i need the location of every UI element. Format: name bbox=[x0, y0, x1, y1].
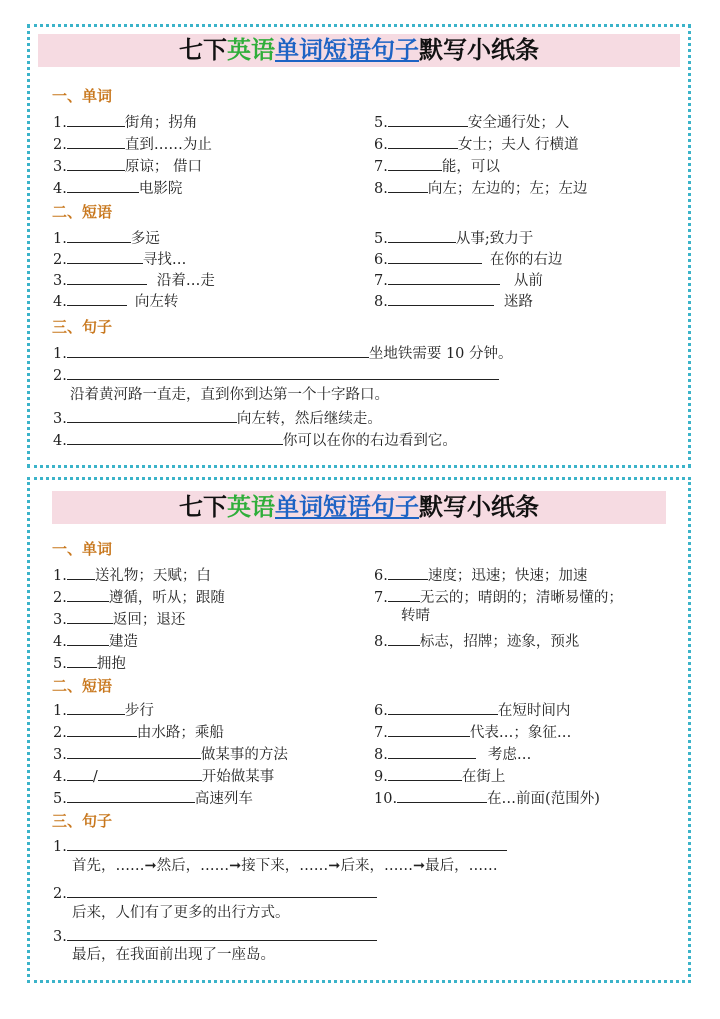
phrase-item-6: 6. 在短时间内 bbox=[374, 699, 570, 721]
word-item-7-continued: 转晴 bbox=[401, 608, 430, 624]
phrase-item-5: 5. 从事;致力于 bbox=[374, 227, 533, 249]
sentence-item-1: 1. bbox=[53, 835, 507, 857]
phrase-item-3: 3. 做某事的方法 bbox=[53, 743, 288, 765]
phrase-item-4: 4. 向左转 bbox=[53, 290, 178, 312]
word-item-4: 4. 电影院 bbox=[53, 177, 182, 199]
phrase-item-1: 1. 步行 bbox=[53, 699, 154, 721]
sentence-item-2: 2. bbox=[53, 364, 499, 386]
title-part-note: 默写小纸条 bbox=[419, 493, 539, 521]
word-item-6: 6. 女士；夫人 行横道 bbox=[374, 133, 578, 155]
section-heading-words: 一、单词 bbox=[52, 540, 113, 558]
word-item-3: 3. 返回；退还 bbox=[53, 608, 185, 630]
title-part-grade: 七下 bbox=[179, 36, 227, 64]
title-part-grade: 七下 bbox=[179, 493, 227, 521]
word-item-2: 2. 直到……为止 bbox=[53, 133, 212, 155]
phrase-item-7: 7. 代表…；象征… bbox=[374, 721, 571, 743]
word-item-8: 8. 向左；左边的；左；左边 bbox=[374, 177, 587, 199]
phrase-item-3: 3. 沿着…走 bbox=[53, 269, 215, 291]
word-item-8: 8. 标志，招牌；迹象，预兆 bbox=[374, 630, 579, 652]
word-item-3: 3. 原谅； 借口 bbox=[53, 155, 202, 177]
sentence-item-1-prompt: 首先，……➞然后，……➞接下来，……➞后来，……➞最后，…… bbox=[72, 858, 498, 874]
word-item-5: 5. 拥抱 bbox=[53, 652, 126, 674]
phrase-item-10: 10. 在…前面(范围外) bbox=[374, 787, 600, 809]
section-heading-words: 一、单词 bbox=[52, 87, 113, 105]
card-title bbox=[38, 34, 680, 67]
dictation-card-1 bbox=[27, 24, 691, 468]
phrase-item-9: 9. 在街上 bbox=[374, 765, 505, 787]
sentence-item-2-prompt: 后来，人们有了更多的出行方式。 bbox=[72, 905, 290, 921]
sentence-item-4: 4. 你可以在你的右边看到它。 bbox=[53, 429, 457, 451]
title-part-content: 单词短语句子 bbox=[275, 493, 419, 521]
section-heading-sentences: 三、句子 bbox=[52, 812, 113, 830]
word-item-1: 1. 街角；拐角 bbox=[53, 111, 197, 133]
phrase-item-4: 4. / 开始做某事 bbox=[53, 765, 274, 787]
phrase-item-7: 7. 从前 bbox=[374, 269, 543, 291]
phrase-item-8: 8. 迷路 bbox=[374, 290, 533, 312]
phrase-item-5: 5. 高速列车 bbox=[53, 787, 253, 809]
section-heading-sentences: 三、句子 bbox=[52, 318, 113, 336]
sentence-item-3: 3. bbox=[53, 925, 377, 947]
phrase-item-2: 2. 寻找… bbox=[53, 248, 186, 270]
word-item-1: 1. 送礼物；天赋；白 bbox=[53, 564, 211, 586]
sentence-item-3: 3. 向左转，然后继续走。 bbox=[53, 407, 382, 429]
title-part-note: 默写小纸条 bbox=[419, 36, 539, 64]
sentence-item-1: 1. 坐地铁需要 10 分钟。 bbox=[53, 342, 513, 364]
sentence-item-2: 2. bbox=[53, 882, 377, 904]
word-item-2: 2. 遵循，听从；跟随 bbox=[53, 586, 225, 608]
title-part-content: 单词短语句子 bbox=[275, 36, 419, 64]
title-part-english: 英语 bbox=[227, 36, 275, 64]
phrase-item-1: 1. 多远 bbox=[53, 227, 160, 249]
card-title bbox=[52, 491, 666, 524]
title-part-english: 英语 bbox=[227, 493, 275, 521]
sentence-item-2-prompt: 沿着黄河路一直走，直到你到达第一个十字路口。 bbox=[70, 387, 389, 403]
phrase-item-2: 2. 由水路；乘船 bbox=[53, 721, 224, 743]
word-item-7: 7. 能，可以 bbox=[374, 155, 500, 177]
word-item-7: 7. 无云的；晴朗的；清晰易懂的； bbox=[374, 586, 623, 608]
phrase-item-8: 8. 考虑… bbox=[374, 743, 531, 765]
section-heading-phrases: 二、短语 bbox=[52, 203, 113, 221]
phrase-item-6: 6. 在你的右边 bbox=[374, 248, 562, 270]
word-item-4: 4. 建造 bbox=[53, 630, 138, 652]
word-item-5: 5. 安全通行处；人 bbox=[374, 111, 569, 133]
dictation-card-2 bbox=[27, 477, 691, 983]
section-heading-phrases: 二、短语 bbox=[52, 677, 113, 695]
word-item-6: 6. 速度；迅速；快速；加速 bbox=[374, 564, 587, 586]
sentence-item-3-prompt: 最后，在我面前出现了一座岛。 bbox=[72, 947, 275, 963]
